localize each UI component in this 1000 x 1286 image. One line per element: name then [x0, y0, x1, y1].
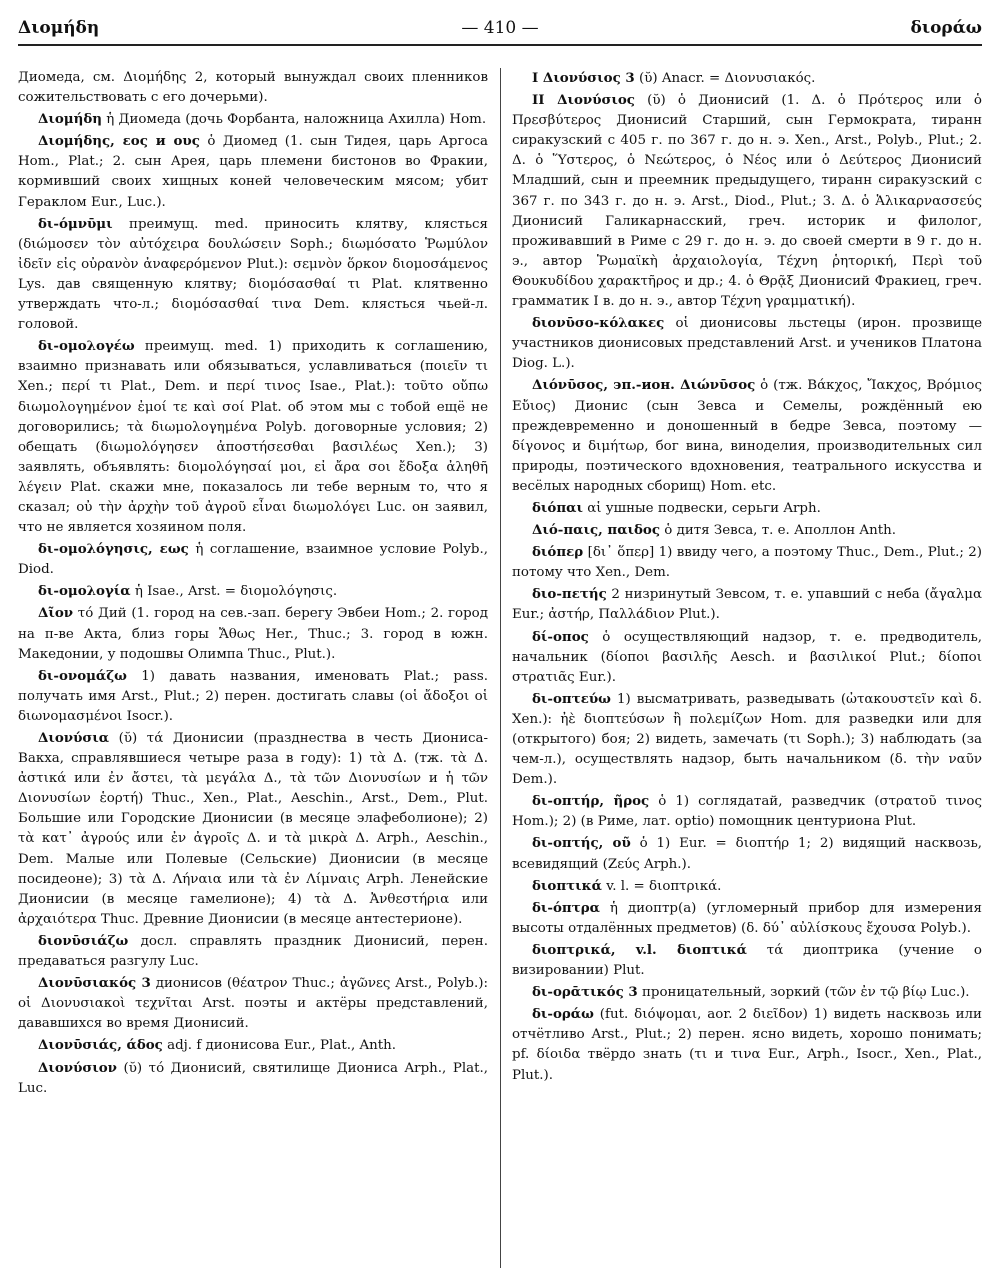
- entry-definition: ὁ (тж. Βάκχος, Ἴακχος, Βρόμιος Εὔιος) Дионис (сын Зевса и Семелы, рождённый ею преждевременно и доношенный в бедре Зевса, поэтому — δίγονος и διμήτωρ, бог вина, виноделия, производительных сил природы, поэтического вдохновения, театрального искусства и весёлых народных сборищ) Hom. etc.: [512, 378, 982, 494]
- entry-headword: Διονῡσιακός 3: [38, 975, 151, 992]
- dictionary-entry: [512, 627, 982, 688]
- entry-headword: δι-οπτεύω: [532, 690, 611, 707]
- entry-headword: δί-οπος: [532, 628, 589, 645]
- entry-definition: ἡ соглашение, взаимное условие Polyb., Diod.: [18, 542, 488, 578]
- dictionary-entry: [512, 90, 982, 312]
- dictionary-entry: [512, 498, 982, 519]
- dictionary-entry: [18, 666, 488, 727]
- entry-definition: (ῠ) Anacr. = Διονυσιακός.: [634, 71, 816, 86]
- entry-definition: αἱ ушные подвески, серьги Arph.: [582, 500, 821, 516]
- entry-headword: Διομήδης, εος и ους: [38, 133, 200, 150]
- entry-definition: v. l. = διοπτρικά.: [601, 878, 722, 894]
- dictionary-entry: [18, 581, 488, 602]
- entry-definition: οἱ дионисовы льстецы (ирон. прозвище участников дионисовых представлений Arst. и учеников Платона Diog. L.).: [512, 316, 982, 372]
- entry-definition: преимущ. med. приносить клятву, клясться (διώμοσεν τὸν αὐτόχειρα δουλώσειν Soph.; διωμόσατο Ῥωμύλον ἰδεῖν εἰς οὐρανὸν ἀναφερόμενον Plut.): σεμνὸν ὅρκον διομοσάμενος Lys. дав священную клятву; διομόσασθαί τι Plat. клятвенно утверждать что-л.; διομόσασθαί τινα Dem. клясться чьей-л. головой.: [18, 216, 488, 333]
- entry-definition: ὁ 1) соглядатай, разведчик (στρατοῦ τινος Hom.); 2) (в Риме, лат. optio) помощник центуриона Plut.: [512, 794, 982, 830]
- entry-definition: [δι᾽ ὅπερ] 1) ввиду чего, а поэтому Thuc., Dem., Plut.; 2) потому что Xen., Dem.: [512, 545, 982, 581]
- entry-definition: дионисов (θέατρον Thuc.; ἀγῶνες Arst., Polyb.): οἱ Διονυσιακοὶ τεχνῖται Arst. поэты и актёры представлений, дававшихся во время Дионисий.: [18, 976, 488, 1032]
- entry-headword: δι-ορᾱτικός 3: [532, 984, 638, 1001]
- running-headword-left: Διομήδη: [18, 18, 100, 38]
- dictionary-entry: [18, 1035, 488, 1056]
- dictionary-entry: [512, 520, 982, 541]
- entry-headword: Διονύσια: [38, 730, 110, 746]
- entry-headword: Διονύσιον: [38, 1059, 117, 1076]
- entry-headword: Διονῡσιάς, άδος: [38, 1037, 163, 1054]
- entry-definition: (fut. διόψομαι, aor. 2 διεῖδον) 1) видеть насквозь или отчётливо Arst., Plut.; 2) перен. ясно видеть, хорошо понимать; pf. δίοιδα твёрдо знать (τι и τινα Eur., Arph., Isocr., Xen., Plat., Plut.).: [512, 1007, 982, 1083]
- entry-definition: ἡ Диомеда (дочь Форбанта, наложница Ахилла) Hom.: [102, 112, 487, 128]
- entry-definition: (ῠ) τά Дионисии (празднества в честь Диониса-Вакха, справлявшиеся четыре раза в году): 1) τὰ Δ. (тж. τὰ Δ. ἀστικά или ἐν ἄστει, τὰ μεγάλα Δ., τὰ τῶν Διονυσίων и ἡ τῶν Διονυσίων ἑορτή) Thuc., Xen., Plat., Aeschin., Arst., Dem., Plut. Большие или Городские Дионисии (в месяце элафеболионе); 2) τὰ κατ᾽ ἀγρούς или ἐν ἀγροῖς Δ. и τὰ μικρὰ Δ. Arph., Aeschin., Dem. Малые или Полевые (Сельские) Дионисии (в месяце посидеоне); 3) τὰ Δ. Λήναια или τὰ ἐν Λίμναις Arph. Ленейские Дионисии (в месяце гамелионе); 4) τὰ Δ. Ἀνθεστήρια или ἀρχαιότερα Thuc. Древние Дионисии (в месяце антестерионе).: [18, 731, 488, 927]
- entry-definition: adj. f дионисова Eur., Plat., Anth.: [162, 1038, 397, 1054]
- entry-headword: διο-πετής: [532, 586, 607, 603]
- dictionary-entry: [18, 603, 488, 664]
- entry-headword: δι-ονομάζω: [38, 667, 127, 684]
- entry-headword: Διομήδη: [38, 111, 103, 128]
- entry-definition: проницательный, зоркий (τῶν ἐν τῷ βίῳ Luc.).: [637, 985, 970, 1001]
- page-number: — 410 —: [461, 18, 539, 38]
- entry-definition: ἡ диоптр(а) (угломерный прибор для измерения высоты отдалённых предметов) (δ. δύ᾽ αὐλίσκους ἔχουσα Polyb.).: [512, 900, 982, 936]
- entry-headword: δι-ομολογέω: [38, 338, 135, 355]
- dictionary-entry: [512, 940, 982, 981]
- entry-definition: (ῠ) τό Дионисий, святилище Диониса Arph., Plat., Luc.: [18, 1060, 488, 1096]
- entry-headword: διοπτρικά, v.l. διοπτικά: [532, 941, 747, 958]
- dictionary-entry: [18, 973, 488, 1034]
- entry-headword: δι-οπτής, οῦ: [532, 835, 631, 852]
- entry-headword: διονῡσιάζω: [38, 932, 129, 949]
- dictionary-entry: [512, 542, 982, 583]
- dictionary-entry: [18, 931, 488, 972]
- column-divider: [500, 68, 501, 1268]
- entry-headword: Διόνῡσος, эп.-ион. Διώνῡσος: [532, 377, 756, 394]
- entry-definition: τά диоптрика (учение о визировании) Plut.: [512, 942, 982, 979]
- dictionary-entry: [512, 689, 982, 790]
- dictionary-entry: [18, 214, 488, 336]
- entry-headword: διόπερ: [532, 544, 584, 561]
- entry-definition: 1) высматривать, разведывать (ὠτακουστεῖν καὶ δ. Xen.): ἠὲ διοπτεύσων ἢ πολεμίζων Hom. для разведки или для (открытого) боя; 2) видеть, замечать (τι Soph.); 3) наблюдать (за чем-л.), осуществлять надзор, быть начальником (δ. τὴν ναῦν Dem.).: [512, 691, 982, 788]
- entry-definition: ὁ дитя Зевса, т. е. Аполлон Anth.: [660, 523, 896, 539]
- entry-definition: ὁ Диомед (1. сын Тидея, царь Аргоса Hom., Plat.; 2. сын Арея, царь племени бистонов во Фракии, кормивший своих хищных коней человеческим мясом; убит Гераклом Eur., Luc.).: [18, 134, 489, 210]
- entry-definition: ὁ осуществляющий надзор, т. е. предводитель, начальник (δίοποι βασιλῆς Aesch. и βασιλικοί Plut.; δίοποι στρατιᾶς Eur.).: [512, 629, 982, 685]
- entry-headword: διόπαι: [532, 499, 583, 516]
- dictionary-entry: [512, 982, 982, 1003]
- dictionary-entry: [18, 68, 488, 108]
- dictionary-entry: [18, 539, 488, 580]
- entry-headword: II Διονύσιος: [532, 92, 635, 109]
- entry-definition: ὁ 1) Eur. = διοπτήρ 1; 2) видящий насквозь, всевидящий (Ζεύς Arph.).: [512, 836, 982, 872]
- dictionary-entry: [512, 584, 982, 625]
- entry-headword: διοπτικά: [532, 877, 602, 894]
- entry-headword: δι-ομολόγησις, εως: [38, 541, 189, 558]
- dictionary-entry: [512, 1004, 982, 1085]
- left-column: [18, 68, 488, 1100]
- entry-definition: (ῠ) ὁ Дионисий (1. Δ. ὁ Πρότερος или ὁ Πρεσβύτερος Дионисий Старший, сын Гермократа, тиранн сиракузский с 405 г. по 367 г. до н. э. Xen., Arst., Polyb., Plut.; 2. Δ. ὁ Ὕστερος, ὁ Νεώτερος, ὁ Νέος или ὁ Δεύτερος Дионисий Младший, сын и преемник предыдущего, тиранн сиракузский с 367 г. по 343 г. до н. э. Arst., Diod., Plut.; 3. Δ. ὁ Ἁλικαρνασσεύς Дионисий Галикарнасский, греч. историк и филолог, проживавший в Риме с 29 г. до н. э. до своей смерти в 9 г. до н. э., автор Ῥωμαϊκὴ ἀρχαιολογία, Τέχνη ῥητορική, Περὶ τοῦ Θουκυδίδου χαρακτῆρος и др.; 4. ὁ Θρᾷξ Дионисий Фракиец, греч. грамматик I в. до н. э., автор Τέχνη γραμματική).: [512, 93, 982, 310]
- dictionary-entry: [512, 898, 982, 939]
- entry-definition: ἡ Isae., Arst. = διομολόγησις.: [130, 584, 338, 600]
- entry-headword: δι-όπτρα: [532, 899, 600, 916]
- entry-headword: δι-όμνῡμι: [38, 215, 113, 232]
- dictionary-entry: [512, 791, 982, 832]
- entry-definition: преимущ. med. 1) приходить к соглашению, взаимно признавать или обязываться, уславливаться (ποιεῖν τι Xen.; περί τι Plat., Dem. и περί τινος Isae., Plat.): τοῦτο οὔπω διωμολογημένον ἐμοί τε καὶ σοί Plat. об этом мы с тобой ещё не договорились; τὰ διωμολογημένα Polyb. договорные условия; 2) обещать (διωμολόγησεν ἀποστήσεσθαι βασιλέως Xen.); 3) заявлять, объявлять: διομολόγησαί μοι, εἰ ἄρα σοι ἔδοξα ἀληθῆ λέγειν Plat. скажи мне, показалось ли тебе верным то, что я сказал; οὐ τὴν ἀρχὴν τοῦ ἀγροῦ εἶναι διωμολόγει Luc. он заявил, что не является хозяином поля.: [18, 339, 488, 536]
- dictionary-entry: [512, 375, 982, 497]
- dictionary-entry: [512, 833, 982, 874]
- dictionary-entry: [18, 131, 488, 212]
- entry-definition: τό Дий (1. город на сев.-зап. берегу Эвбеи Hom.; 2. город на п-ве Акта, близ горы Ἄθως Her., Thuc.; 3. город в южн. Македонии, у подошвы Олимпа Thuc., Plut.).: [18, 606, 488, 662]
- dictionary-entry: [18, 109, 488, 130]
- entry-headword: διονῡσο-κόλακες: [532, 315, 665, 332]
- dictionary-entry: [512, 68, 982, 89]
- entry-headword: δι-οράω: [532, 1006, 594, 1023]
- entry-headword: δι-ομολογία: [38, 583, 131, 600]
- running-headword-right: διοράω: [910, 18, 982, 38]
- right-column: [512, 68, 982, 1087]
- entry-headword: δι-οπτήρ, ῆρος: [532, 793, 650, 810]
- dictionary-entry: [18, 1058, 488, 1099]
- entry-headword: Διό-παις, παιδος: [532, 522, 661, 539]
- page-header: [18, 18, 982, 46]
- entry-headword: Δῖον: [38, 605, 74, 622]
- entry-definition: 2 низринутый Зевсом, т. е. упавший с неба (ἄγαλμα Eur.; ἀστήρ, Παλλάδιον Plut.).: [512, 587, 982, 623]
- dictionary-entry: [512, 313, 982, 374]
- dictionary-entry: [18, 728, 488, 930]
- entry-definition: Диомеда, см. Διομήδης 2, который вынуждал своих пленников сожительствовать с его дочерьми).: [18, 70, 488, 106]
- dictionary-entry: [18, 336, 488, 538]
- entry-definition: досл. справлять праздник Дионисий, перен. предаваться разгулу Luc.: [18, 933, 488, 970]
- entry-headword: I Διονύσιος 3: [532, 70, 635, 86]
- entry-definition: 1) давать названия, именовать Plat.; pass. получать имя Arst., Plut.; 2) перен. достигать славы (οἱ ἄδοξοι οἱ διωνομασμένοι Isocr.).: [18, 668, 488, 724]
- dictionary-entry: [512, 876, 982, 897]
